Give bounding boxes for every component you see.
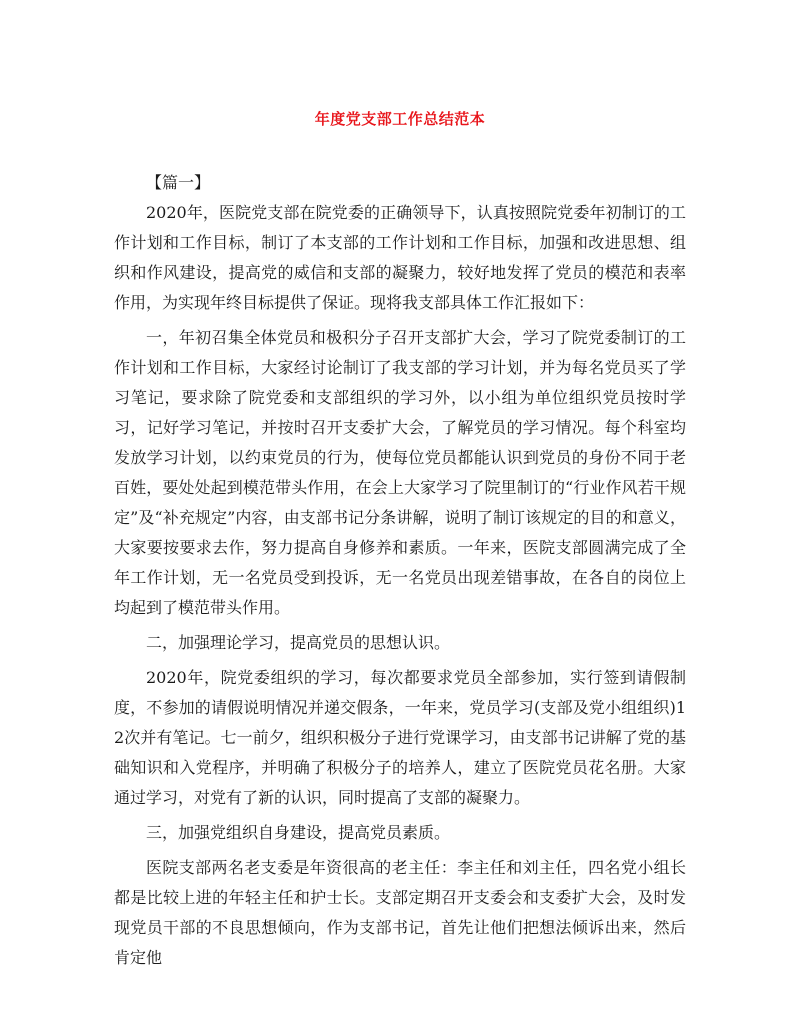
paragraph-heading-3: 三，加强党组织自身建设，提高党员素质。 <box>146 823 451 842</box>
document-body <box>114 198 686 973</box>
section-label: 【篇一】 <box>146 173 211 192</box>
paragraph-study: 2020年，院党委组织的学习，每次都要求党员全部参加，实行签到请假制度，不参加的请假说明情况并递交假条，一年来，党员学习(支部及党小组组织)12次并有笔记。七一前夕，组织积极分子进行党课学习，由支部书记讲解了党的基础知识和入党程序，并明确了积极分子的培养人，建立了医院党员花名册。大家通过学习，对党有了新的认识，同时提高了支部的凝聚力。 <box>114 668 686 807</box>
paragraph-item-1: 一，年初召集全体党员和极积分子召开支部扩大会，学习了院党委制订的工作计划和工作目标，大家经讨论制订了我支部的学习计划，并为每名党员买了学习笔记，要求除了院党委和支部组织的学习外，以小组为单位组织党员按时学习，记好学习笔记，并按时召开支委扩大会，了解党员的学习情况。每个科室均发放学习计划，以约束党员的行为，使每位党员都能认识到党员的身份不同于老百姓，要处处起到模范带头作用，在会上大家学习了院里制订的“行业作风若干规定”及“补充规定”内容，由支部书记分条讲解，说明了制订该规定的目的和意义，大家要按要求去作，努力提高自身修养和素质。一年来，医院支部圆满完成了全年工作计划，无一名党员受到投诉，无一名党员出现差错事故，在各自的岗位上均起到了模范带头作用。 <box>114 328 686 617</box>
paragraph-intro: 2020年，医院党支部在院党委的正确领导下，认真按照院党委年初制订的工作计划和工作目标，制订了本支部的工作计划和工作目标，加强和改进思想、组织和作风建设，提高党的威信和支部的凝聚力，较好地发挥了党员的模范和表率作用，为实现年终目标提供了保证。现将我支部具体工作汇报如下： <box>114 203 686 312</box>
paragraph-heading-2: 二，加强理论学习，提高党员的思想认识。 <box>146 633 451 652</box>
paragraph-organization: 医院支部两名老支委是年资很高的老主任：李主任和刘主任，四名党小组长都是比较上进的年轻主任和护士长。支部定期召开支委会和支委扩大会，及时发现党员干部的不良思想倾向，作为支部书记，首先让他们把想法倾诉出来，然后肯定他 <box>114 858 686 967</box>
document-title: 年度党支部工作总结范本 <box>314 110 486 128</box>
